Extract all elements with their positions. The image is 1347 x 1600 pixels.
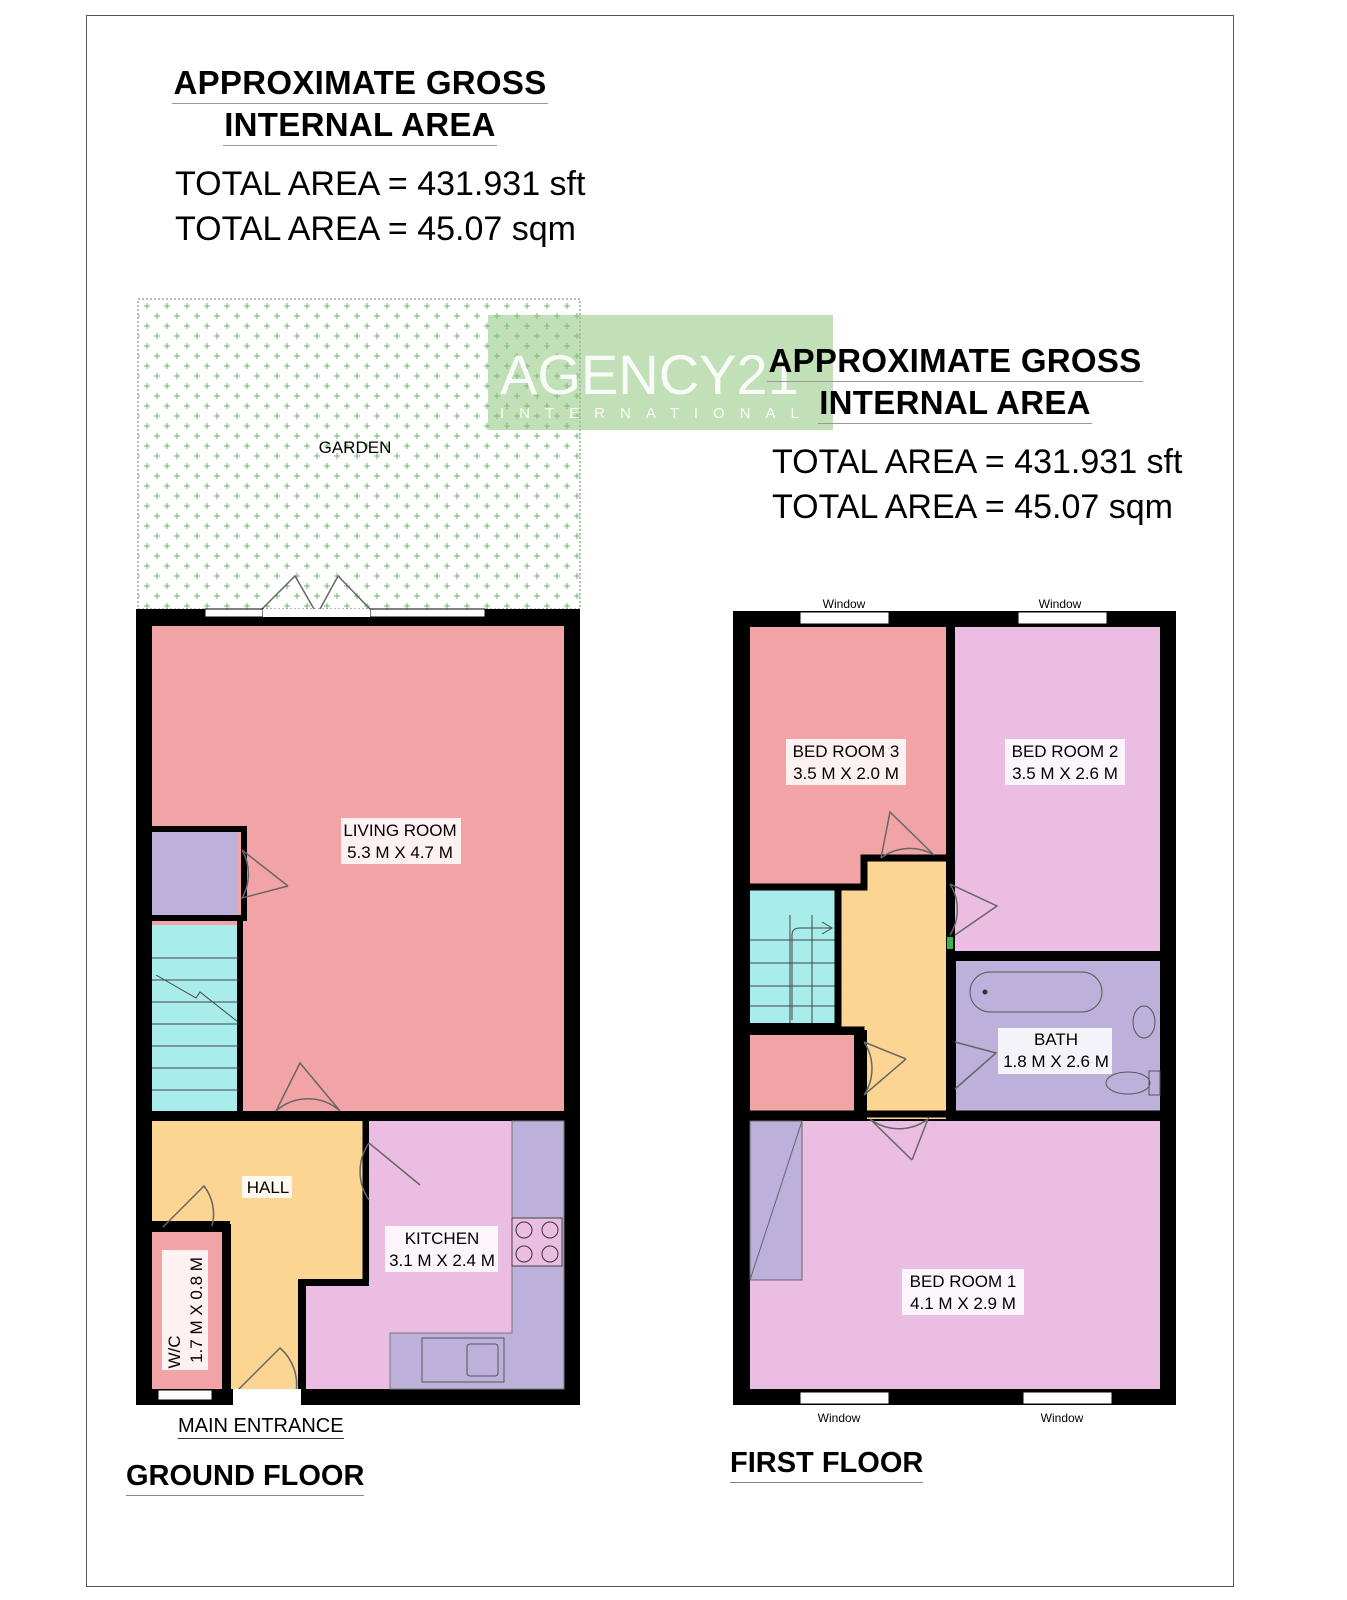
- garden-label: GARDEN: [318, 438, 392, 457]
- bedroom1-area: [750, 1121, 1160, 1389]
- bedroom2-size: 3.5 M X 2.6 M: [1012, 764, 1118, 783]
- first-cupboard-area: [750, 1035, 854, 1111]
- bedroom2-area: [955, 627, 1160, 951]
- ground-heading-line2: INTERNAL AREA: [223, 104, 497, 146]
- hall-name: HALL: [246, 1178, 290, 1197]
- ground-total-sqm: TOTAL AREA = 45.07 sqm: [175, 210, 576, 248]
- first-total-sqm: TOTAL AREA = 45.07 sqm: [772, 488, 1173, 526]
- bedroom3-size: 3.5 M X 2.0 M: [793, 764, 899, 783]
- window-label: Window: [817, 1411, 861, 1425]
- kitchen-sink: [422, 1338, 504, 1382]
- first-area-heading: [750, 340, 1160, 424]
- kitchen-hob: [512, 1218, 562, 1266]
- ground-total-sft: TOTAL AREA = 431.931 sft: [175, 165, 586, 203]
- watermark-brand: AGENCY21: [500, 343, 799, 406]
- watermark-sub: INTERNATIONAL: [500, 405, 814, 422]
- bath-size: 1.8 M X 2.6 M: [1003, 1052, 1109, 1071]
- living-room-size: 5.3 M X 4.7 M: [347, 843, 453, 862]
- first-heading-line2: INTERNAL AREA: [818, 382, 1092, 424]
- window-label: Window: [1038, 597, 1082, 611]
- bedroom3-name: BED ROOM 3: [792, 742, 900, 761]
- kitchen-size: 3.1 M X 2.4 M: [389, 1251, 495, 1270]
- window-label: Window: [822, 597, 866, 611]
- kitchen-name: KITCHEN: [404, 1229, 480, 1248]
- first-floor-title: FIRST FLOOR: [730, 1447, 923, 1483]
- bedroom1-name: BED ROOM 1: [909, 1272, 1017, 1291]
- first-heading-line1: APPROXIMATE GROSS: [767, 340, 1142, 382]
- first-total-sft: TOTAL AREA = 431.931 sft: [772, 443, 1183, 481]
- main-entrance-label: MAIN ENTRANCE: [178, 1415, 344, 1437]
- window-label: Window: [1040, 1411, 1084, 1425]
- wc-name: W/C: [165, 1335, 184, 1369]
- ground-floor-title: GROUND FLOOR: [126, 1460, 364, 1496]
- wc-size: 1.7 M X 0.8 M: [187, 1257, 206, 1363]
- bath-name: BATH: [1033, 1030, 1079, 1049]
- cupboard-area: [152, 832, 237, 915]
- bedroom2-name: BED ROOM 2: [1011, 742, 1119, 761]
- ground-heading-line1: APPROXIMATE GROSS: [172, 62, 547, 104]
- first-totals: [772, 440, 1182, 530]
- stairs-area: [152, 925, 239, 1111]
- bedroom1-size: 4.1 M X 2.9 M: [910, 1294, 1016, 1313]
- living-room-name: LIVING ROOM: [343, 821, 457, 840]
